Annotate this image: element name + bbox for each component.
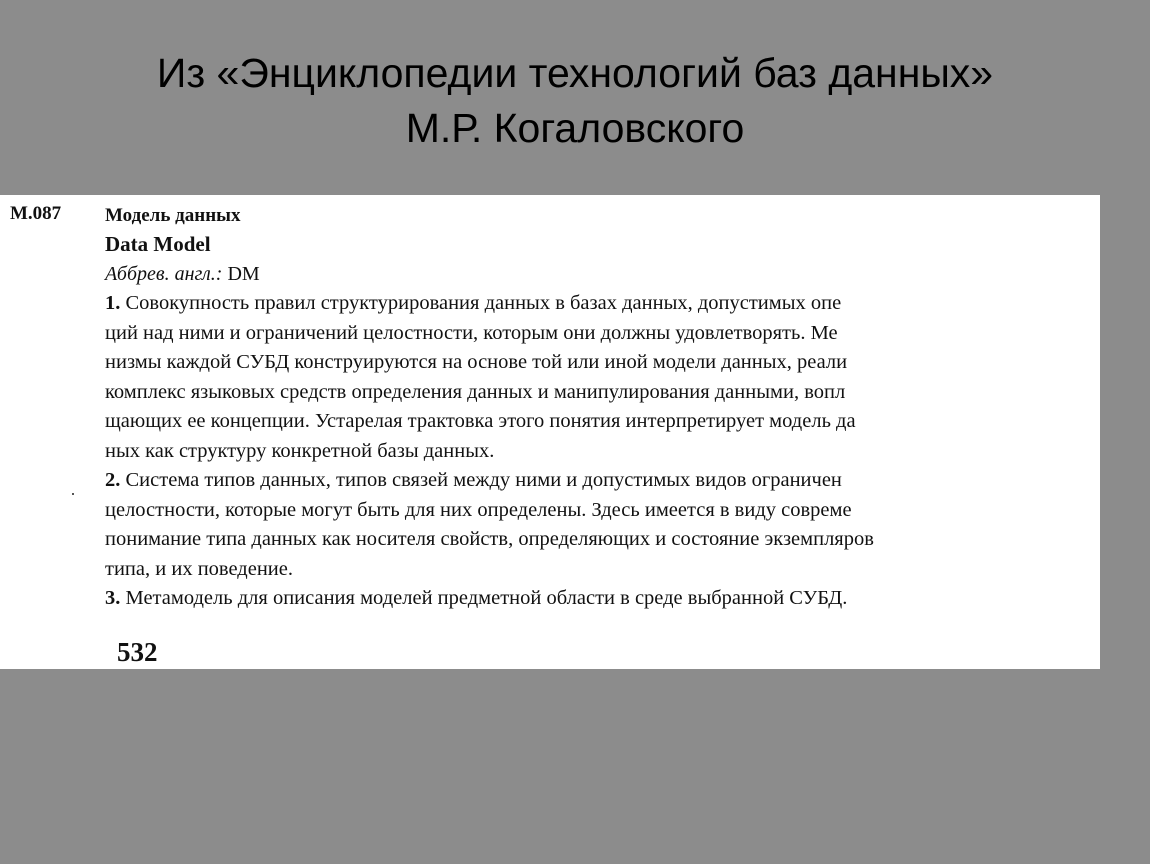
- definition-number: 1.: [105, 292, 121, 314]
- slide-title: [0, 46, 1150, 156]
- text-line: [105, 348, 1100, 378]
- text-line-content: Совокупность правил структурирования данных в базах данных, допустимых опе: [120, 292, 842, 314]
- text-line-content: понимание типа данных как носителя свойств, определяющих и состояние экземпляров: [105, 528, 874, 550]
- slide-title-line-2: М.Р. Когаловского: [405, 105, 745, 151]
- text-line: [105, 525, 1100, 555]
- term-russian: Модель данных: [105, 205, 241, 226]
- text-line-content: комплекс языковых средств определения данных и манипулирования данными, вопл: [105, 380, 846, 403]
- text-line: [105, 437, 1100, 467]
- text-line: [105, 466, 1100, 496]
- text-line-content: Метамодель для описания моделей предметной области в среде выбранной СУБД.: [120, 587, 848, 609]
- text-line: [105, 496, 1100, 526]
- text-line: [105, 319, 1100, 349]
- text-line-content: целостности, которые могут быть для них определены. Здесь имеется в виду совреме: [105, 498, 852, 521]
- entry-code: M.087: [10, 203, 62, 224]
- scan-speck: [72, 493, 74, 495]
- text-line-content: щающих ее концепции. Устарелая трактовка этого понятия интерпретирует модель да: [105, 410, 856, 432]
- entry-body: [105, 203, 1100, 614]
- page-number: 532: [117, 637, 158, 667]
- text-line-content: ций над ними и ограничений целостности, которым они должны удовлетворять. Ме: [105, 321, 838, 344]
- term-english: Data Model: [105, 232, 211, 256]
- text-line: [105, 407, 1100, 437]
- text-line: [105, 378, 1100, 408]
- definition-number: 3.: [105, 587, 121, 609]
- abbreviation-label: Аббрев. англ.:: [105, 263, 223, 285]
- text-line-content: Система типов данных, типов связей между ними и допустимых видов ограничен: [120, 469, 842, 491]
- text-line: [105, 555, 1100, 585]
- text-line: [105, 584, 1100, 614]
- text-line-content: низмы каждой СУБД конструируются на основе той или иной модели данных, реали: [105, 351, 848, 373]
- definition-number: 2.: [105, 469, 121, 491]
- text-line-content: ных как структуру конкретной базы данных.: [105, 439, 495, 462]
- abbreviation: [105, 259, 1100, 289]
- abbreviation-value: DM: [222, 263, 260, 285]
- scanned-page-excerpt: [0, 195, 1100, 669]
- slide-title-line-1: Из «Энциклопедии технологий баз данных»: [156, 50, 994, 96]
- text-line-content: типа, и их поведение.: [105, 557, 293, 580]
- text-line: [105, 289, 1100, 319]
